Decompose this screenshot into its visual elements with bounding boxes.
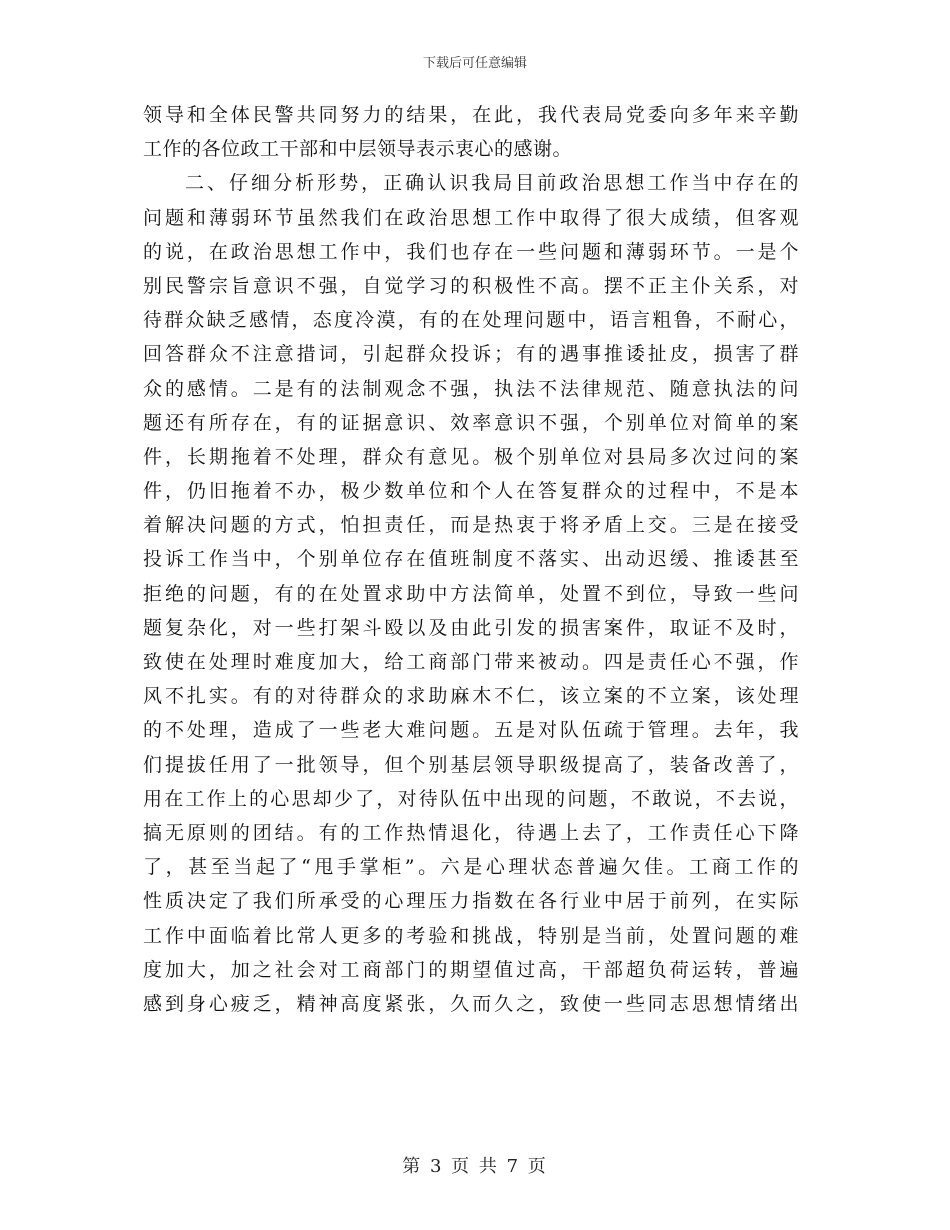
text-line: 别民警宗旨意识不强，自觉学习的积极性不高。摆不正主仆关系，对 — [143, 274, 799, 297]
text-line: 风不扎实。有的对待群众的求助麻木不仁，该立案的不立案，该处理 — [143, 685, 799, 708]
page-header-note: 下载后可任意编辑 — [422, 56, 527, 71]
text-line: 领导和全体民警共同努力的结果，在此，我代表局党委向多年来辛勤 — [143, 104, 799, 126]
text-line: 二、仔细分析形势，正确认识我局目前政治思想工作当中存在的 — [185, 172, 799, 195]
text-line: 工作的各位政工干部和中层领导表示衷心的感谢。 — [143, 138, 573, 161]
text-line: 搞无原则的团结。有的工作热情退化，待遇上去了，工作责任心下降 — [143, 821, 799, 844]
text-line: 用在工作上的心思却少了，对待队伍中出现的问题，不敢说，不去说， — [143, 787, 799, 810]
text-line: 题复杂化，对一些打架斗殴以及由此引发的损害案件，取证不及时， — [143, 616, 799, 639]
text-line: 题还有所存在，有的证据意识、效率意识不强，个别单位对简单的案 — [143, 411, 799, 434]
text-line: 待群众缺乏感情，态度冷漠，有的在处理问题中，语言粗鲁，不耐心， — [143, 309, 799, 332]
text-line: 的说，在政治思想工作中，我们也存在一些问题和薄弱环节。一是个 — [143, 240, 799, 263]
text-line: 性质决定了我们所承受的心理压力指数在各行业中居于前列，在实际 — [143, 890, 799, 913]
text-line: 工作中面临着比常人更多的考验和挑战，特别是当前，处置问题的难 — [143, 924, 799, 947]
document-body — [143, 98, 799, 1021]
text-line: 回答群众不注意措词，引起群众投诉；有的遇事推诿扯皮，损害了群 — [143, 343, 799, 366]
text-line: 众的感情。二是有的法制观念不强，执法不法律规范、随意执法的问 — [143, 377, 799, 400]
text-line: 了，甚至当起了“甩手掌柜”。六是心理状态普遍欠佳。工商工作的 — [143, 856, 799, 879]
page-number-footer: 第 3 页 共 7 页 — [402, 1156, 548, 1177]
text-line: 拒绝的问题，有的在处置求助中方法简单，处置不到位，导致一些问 — [143, 582, 799, 605]
text-line: 们提拔任用了一批领导，但个别基层领导职级提高了，装备改善了， — [143, 753, 799, 776]
text-line: 的不处理，造成了一些老大难问题。五是对队伍疏于管理。去年，我 — [143, 719, 799, 742]
text-line: 感到身心疲乏，精神高度紧张，久而久之，致使一些同志思想情绪出 — [143, 992, 799, 1015]
text-line: 件，长期拖着不处理，群众有意见。极个别单位对县局多次过问的案 — [143, 445, 799, 468]
text-line: 致使在处理时难度加大，给工商部门带来被动。四是责任心不强，作 — [143, 651, 799, 673]
text-line: 问题和薄弱环节虽然我们在政治思想工作中取得了很大成绩，但客观 — [143, 206, 799, 229]
text-line: 着解决问题的方式，怕担责任，而是热衷于将矛盾上交。三是在接受 — [143, 514, 799, 537]
text-line: 度加大，加之社会对工商部门的期望值过高，干部超负荷运转，普遍 — [143, 958, 799, 981]
text-line: 投诉工作当中，个别单位存在值班制度不落实、出动迟缓、推诿甚至 — [143, 548, 799, 571]
text-line: 件，仍旧拖着不办，极少数单位和个人在答复群众的过程中，不是本 — [143, 480, 799, 503]
